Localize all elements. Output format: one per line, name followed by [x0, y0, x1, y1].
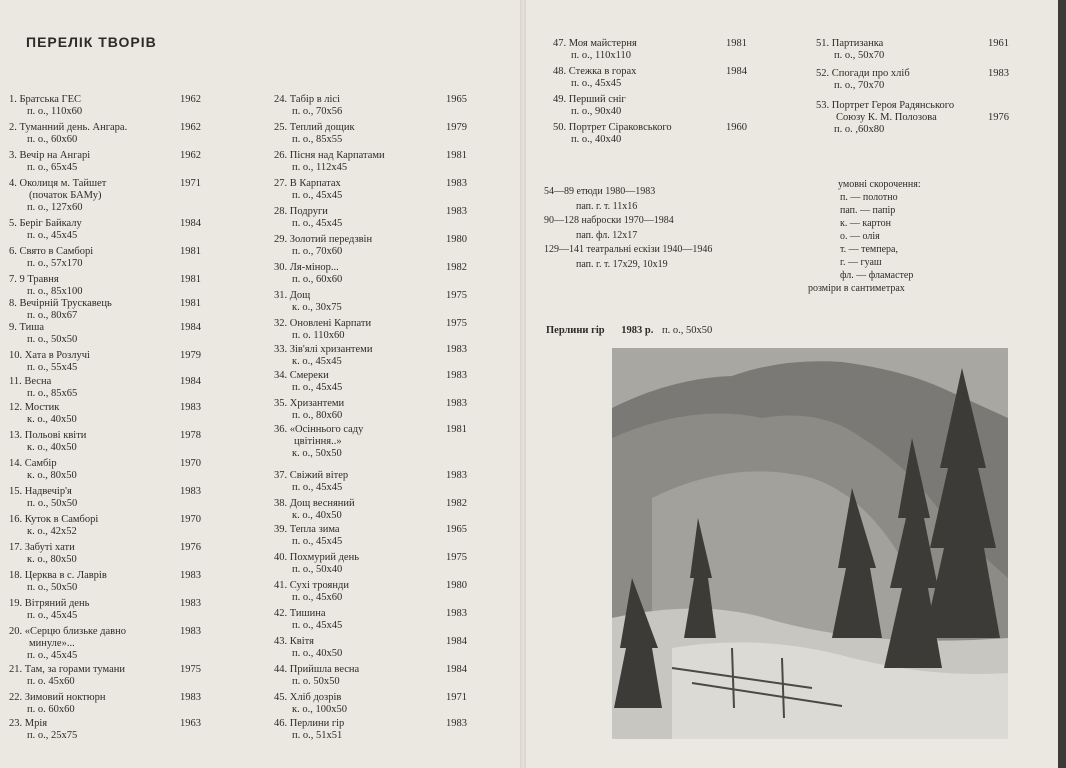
entry-title: 3. Вечір на Ангарі	[9, 150, 91, 161]
abbreviation-item: т. — темпера,	[840, 244, 898, 255]
entry-title: 23. Мрія	[9, 718, 48, 729]
entry-detail: к. о., 40x50	[27, 414, 77, 425]
entry-title: 51. Партизанка	[816, 38, 884, 49]
abbreviation-item: пап. — папір	[840, 205, 896, 216]
studies-line: 54—89 етюди 1980—1983	[544, 186, 656, 197]
catalog-entry	[274, 94, 467, 118]
entry-title: 40. Похмурий день	[274, 552, 359, 563]
entry-title: 30. Ля-мінор...	[274, 262, 339, 273]
entry-title: 12. Мостик	[9, 402, 60, 413]
entry-detail: п. о., 50x70	[834, 50, 885, 61]
entry-detail: п. о., 85x65	[27, 388, 78, 399]
page-title: ПЕРЕЛІК ТВОРІВ	[26, 34, 157, 50]
studies-line: 129—141 театральні ескізи 1940—1946	[544, 244, 713, 255]
entry-title: 53. Портрет Героя Радянського	[816, 100, 955, 111]
catalog-entry	[9, 218, 201, 242]
catalog-entry	[274, 498, 467, 522]
catalog-entry	[9, 246, 201, 270]
catalog-entry	[274, 718, 467, 742]
entry-detail: п. о., 45x45	[292, 218, 343, 229]
entry-year: 1979	[446, 122, 467, 133]
entry-title: 33. Зів'ялі хризантеми	[274, 344, 373, 355]
entry-detail: п. о., 40x40	[571, 134, 622, 145]
entry-year: 1975	[446, 290, 467, 301]
entry-detail: п. о., 45x60	[292, 592, 343, 603]
studies-line: пап. фл. 12x17	[576, 229, 638, 241]
catalog-entry	[274, 262, 467, 286]
entry-year: 1982	[446, 262, 467, 273]
entry-detail: п. о. 50x50	[292, 676, 340, 687]
entry-title: 46. Перлини гір	[274, 718, 345, 729]
entry-title: 50. Портрет Сіраковського	[553, 122, 672, 133]
entry-year: 1980	[446, 234, 467, 245]
entry-year: 1984	[180, 376, 201, 387]
entry-detail: п. о., 57x170	[27, 258, 83, 269]
entry-detail: п. о., 51x51	[292, 730, 343, 741]
catalog-entry	[274, 470, 467, 494]
entry-detail: п. о., 110x60	[27, 106, 83, 117]
catalog-entry	[9, 458, 201, 482]
entry-year: 1983	[988, 68, 1009, 79]
entry-detail: п. о., 55x45	[27, 362, 78, 373]
entry-year: 1981	[726, 38, 747, 49]
entry-detail: п. о., 65x45	[27, 162, 78, 173]
entry-detail: п. о., 25x75	[27, 730, 78, 741]
abbreviations-block	[808, 178, 921, 295]
entry-detail: п. о., 45x45	[292, 190, 343, 201]
entry-detail: п. о., 50x50	[27, 498, 78, 509]
page-fold	[520, 0, 526, 768]
entry-detail: п. о. 60x60	[27, 704, 75, 715]
entry-title: 31. Дощ	[274, 290, 311, 301]
painting-image	[612, 348, 1008, 739]
entry-title: 17. Забуті хати	[9, 542, 75, 553]
entry-year: 1971	[180, 178, 201, 189]
entry-detail: п. о., 85x55	[292, 134, 343, 145]
catalog-entry	[274, 424, 467, 460]
entry-year: 1975	[446, 318, 467, 329]
catalog-entry	[9, 376, 201, 400]
catalog-entry	[9, 178, 201, 214]
entry-year: 1976	[988, 112, 1009, 123]
entry-title: 32. Оновлені Карпати	[274, 318, 372, 329]
catalog-entry	[816, 100, 1009, 136]
entry-year: 1983	[446, 608, 467, 619]
caption-year: 1983 р.	[621, 325, 654, 336]
entry-year: 1984	[446, 636, 467, 647]
catalog-entry	[9, 626, 201, 662]
entry-detail: к. о., 45x45	[292, 356, 342, 367]
entry-year: 1963	[180, 718, 201, 729]
entry-title: 48. Стежка в горах	[553, 66, 637, 77]
entry-year: 1981	[446, 424, 467, 435]
entry-title: 14. Самбір	[9, 458, 57, 469]
entry-title: 15. Надвечір'я	[9, 486, 72, 497]
catalog-entry	[9, 430, 201, 454]
entry-title: 9. Тиша	[9, 322, 45, 333]
abbreviations-heading: умовні скорочення:	[838, 179, 921, 190]
entry-title: 8. Вечірній Трускавець	[9, 298, 112, 309]
catalog-entry	[274, 398, 467, 422]
entry-year: 1984	[180, 322, 201, 333]
entry-year: 1975	[180, 664, 201, 675]
entry-title: 34. Смереки	[274, 370, 329, 381]
entry-year: 1981	[180, 298, 201, 309]
entry-detail: к. о., 40x50	[292, 510, 342, 521]
catalog-entry	[553, 122, 747, 146]
entry-year: 1960	[726, 122, 747, 133]
catalog-entry	[274, 580, 467, 604]
entry-year: 1983	[446, 206, 467, 217]
entry-detail: п. о., 60x60	[292, 274, 343, 285]
abbreviation-item: о. — олія	[840, 231, 880, 242]
entry-title: 42. Тишина	[274, 608, 326, 619]
catalog-entry	[274, 664, 467, 688]
catalog-entry	[9, 692, 201, 716]
entry-title: 35. Хризантеми	[274, 398, 345, 409]
catalog-entry	[816, 68, 1009, 92]
entry-title: 24. Табір в лісі	[274, 94, 341, 105]
catalog-entry	[274, 692, 467, 716]
entry-title: 47. Моя майстерня	[553, 38, 637, 49]
entry-detail: п. о., 112x45	[292, 162, 348, 173]
entry-year: 1976	[180, 542, 201, 553]
entry-year: 1983	[446, 470, 467, 481]
entry-year: 1970	[180, 514, 201, 525]
entry-year: 1962	[180, 150, 201, 161]
page-edge	[1058, 0, 1066, 768]
entry-detail: п. о., 60x60	[27, 134, 78, 145]
entry-detail: цвітіння..»	[294, 436, 342, 447]
abbreviation-item: г. — гуаш	[840, 257, 882, 268]
catalog-entry	[274, 524, 467, 548]
entry-year: 1981	[446, 150, 467, 161]
catalog-entry	[274, 234, 467, 258]
entry-detail: п. о., 70x60	[292, 246, 343, 257]
entry-title: 10. Хата в Розлучі	[9, 350, 90, 361]
entry-detail: п. о., 70x70	[834, 80, 885, 91]
entry-detail: п. о., 50x50	[27, 334, 78, 345]
catalog-entry	[553, 94, 626, 118]
entry-year: 1982	[446, 498, 467, 509]
entry-detail: п. о., 127x60	[27, 202, 83, 213]
entry-title: 39. Тепла зима	[274, 524, 340, 535]
entry-title: 29. Золотий передзвін	[274, 234, 373, 245]
entry-title: 19. Вітряний день	[9, 598, 90, 609]
entry-year: 1970	[180, 458, 201, 469]
entry-detail: к. о., 30x75	[292, 302, 342, 313]
entry-year: 1983	[180, 598, 201, 609]
entry-title: 18. Церква в с. Лаврів	[9, 570, 107, 581]
entry-year: 1983	[180, 692, 201, 703]
abbreviation-item: п. — полотно	[840, 192, 898, 203]
entry-title: 36. «Осіннього саду	[274, 424, 364, 435]
entry-title: 26. Пісня над Карпатами	[274, 150, 385, 161]
entry-year: 1983	[446, 178, 467, 189]
abbreviation-item: фл. — фламастер	[840, 270, 914, 281]
entry-detail: Союзу К. М. Полозова	[836, 112, 937, 123]
catalog-entry	[274, 608, 467, 632]
entry-detail: п. о., 110x110	[571, 50, 631, 61]
catalog-entry	[274, 122, 467, 146]
entry-title: 11. Весна	[9, 376, 52, 387]
entry-year: 1979	[180, 350, 201, 361]
catalog-entry	[9, 150, 201, 174]
entry-year: 1984	[726, 66, 747, 77]
entry-detail: п. о., 45x45	[292, 536, 343, 547]
entry-detail: п. о., 50x40	[292, 564, 343, 575]
entry-year: 1983	[446, 718, 467, 729]
catalog-entry	[274, 290, 467, 314]
studies-block	[544, 185, 712, 272]
entry-detail: п. о., 85x100	[27, 286, 83, 297]
catalog-entry	[9, 122, 201, 146]
entry-detail: п. о., 45x45	[292, 382, 343, 393]
entry-year: 1962	[180, 122, 201, 133]
catalog-entry	[274, 150, 467, 174]
catalog-entry	[9, 322, 201, 346]
entry-detail: п. о., 45x45	[27, 230, 78, 241]
entry-year: 1983	[180, 570, 201, 581]
catalog-entry	[9, 718, 201, 742]
entry-year: 1965	[446, 524, 467, 535]
entry-title: 1. Братська ГЕС	[9, 94, 82, 105]
entry-title: 41. Сухі троянди	[274, 580, 349, 591]
entry-title: 44. Прийшла весна	[274, 664, 360, 675]
entry-detail: к. о., 80x50	[27, 470, 77, 481]
entry-detail: п. о., 45x45	[292, 620, 343, 631]
entry-title: 20. «Серцю близьке давно	[9, 626, 126, 637]
catalog-entry	[9, 298, 201, 322]
entry-detail: п. о. 45x60	[27, 676, 75, 687]
catalog-entry	[9, 94, 201, 118]
entry-detail: п. о., 80x67	[27, 310, 78, 321]
catalog-entry	[9, 274, 201, 298]
entry-title: 7. 9 Травня	[9, 274, 59, 285]
entry-title: 43. Квітя	[274, 636, 314, 647]
entry-year: 1983	[180, 402, 201, 413]
studies-line: 90—128 наброски 1970—1984	[544, 215, 674, 226]
entry-year: 1983	[446, 344, 467, 355]
painting-caption	[546, 325, 712, 336]
entry-year: 1983	[180, 626, 201, 637]
entry-title: 5. Беріг Байкалу	[9, 218, 82, 229]
catalog-entry	[274, 552, 467, 576]
entry-detail: п. о., 50x50	[27, 582, 78, 593]
entry-detail: к. о., 100x50	[292, 704, 347, 715]
catalog-entry	[274, 636, 467, 660]
catalog-entry	[274, 370, 467, 394]
studies-line: пап. г. т. 17x29, 10x19	[576, 258, 668, 270]
entry-detail: к. о., 80x50	[27, 554, 77, 565]
caption-medium: п. о., 50x50	[661, 325, 713, 336]
entry-year: 1983	[180, 486, 201, 497]
entry-title: 38. Дощ весняний	[274, 498, 355, 509]
entry-detail: п. о., 70x56	[292, 106, 343, 117]
entry-year: 1981	[180, 246, 201, 257]
entry-year: 1984	[180, 218, 201, 229]
catalog-entry	[553, 38, 747, 62]
entry-detail: п. о., 45x45	[27, 650, 78, 661]
entry-title: 16. Куток в Самборі	[9, 514, 99, 525]
catalog-entry	[553, 66, 747, 90]
entry-detail: к. о., 50x50	[292, 448, 342, 459]
catalog-entry	[274, 178, 467, 202]
entry-title: 2. Туманний день. Ангара.	[9, 122, 128, 133]
entry-year: 1971	[446, 692, 467, 703]
entry-detail: п. о., 45x45	[27, 610, 78, 621]
entry-detail: п. о., 80x60	[292, 410, 343, 421]
entry-title: 28. Подруги	[274, 206, 328, 217]
entry-year: 1975	[446, 552, 467, 563]
catalog-entry	[9, 350, 201, 374]
entry-year: 1984	[446, 664, 467, 675]
entry-year: 1980	[446, 580, 467, 591]
entry-detail: п. о., 40x50	[292, 648, 343, 659]
entry-year: 1981	[180, 274, 201, 285]
entry-detail: п. о., 45x45	[292, 482, 343, 493]
entry-title: 22. Зимовий ноктюрн	[9, 692, 106, 703]
entry-detail: п. о. 110x60	[292, 330, 345, 341]
catalog-entry	[816, 38, 1009, 62]
catalog-entry	[9, 402, 201, 426]
abbreviations-note: розміри в сантиметрах	[808, 283, 905, 294]
entry-title: 27. В Карпатах	[274, 178, 341, 189]
entry-title: 49. Перший сніг	[553, 94, 626, 105]
studies-line: пап. г. т. 11x16	[576, 200, 638, 212]
entry-detail: к. о., 40x50	[27, 442, 77, 453]
catalog-entry	[9, 486, 201, 510]
entry-year: 1983	[446, 398, 467, 409]
entry-title: 37. Свіжий вітер	[274, 470, 349, 481]
catalog-entry	[9, 570, 201, 594]
entry-title: 21. Там, за горами тумани	[9, 664, 126, 675]
entry-year: 1983	[446, 370, 467, 381]
entry-detail: п. о. ,60x80	[834, 124, 885, 135]
entry-title: 25. Теплий дощик	[274, 122, 355, 133]
entry-year: 1978	[180, 430, 201, 441]
entry-detail: минуле»...	[29, 638, 75, 649]
caption-title: Перлини гір	[546, 325, 605, 336]
entry-title: 45. Хліб дозрів	[274, 692, 342, 703]
entry-title: 4. Околиця м. Тайшет	[9, 178, 107, 189]
entry-year: 1961	[988, 38, 1009, 49]
catalog-entry	[9, 664, 201, 688]
abbreviation-item: к. — картон	[840, 218, 891, 229]
catalog-entry	[9, 598, 201, 622]
entry-year: 1962	[180, 94, 201, 105]
entry-detail: (початок БАМу)	[29, 190, 102, 201]
catalog-entry	[9, 514, 201, 538]
entry-title: 6. Свято в Самборі	[9, 246, 94, 257]
entry-title: 52. Спогади про хліб	[816, 68, 910, 79]
entry-detail: п. о., 45x45	[571, 78, 622, 89]
catalog-entry	[9, 542, 201, 566]
entry-title: 13. Польові квіти	[9, 430, 87, 441]
entry-detail: п. о., 90x40	[571, 106, 622, 117]
entry-detail: к. о., 42x52	[27, 526, 77, 537]
catalog-entry	[274, 344, 467, 368]
catalog-entry	[274, 206, 467, 230]
catalog-entry	[274, 318, 467, 342]
entry-year: 1965	[446, 94, 467, 105]
